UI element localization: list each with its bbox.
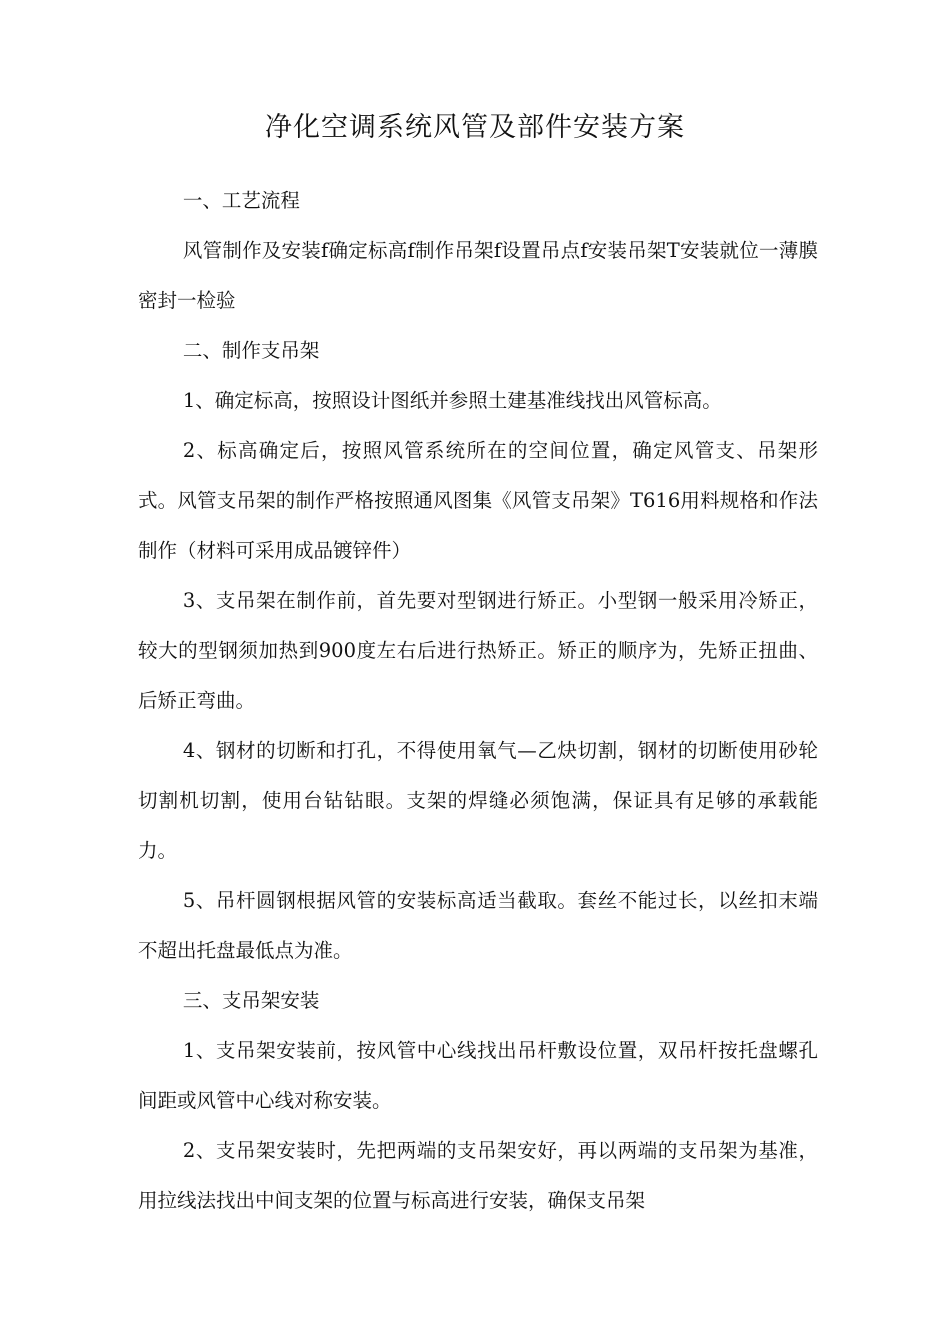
paragraph-install-2: 2、支吊架安装时，先把两端的支吊架安好，再以两端的支吊架为基准，用拉线法找出中间支架的位置与标高进行安装，确保支吊架 (138, 1139, 818, 1212)
section-heading-make-supports: 二、制作支吊架 (182, 339, 320, 362)
paragraph-item-5: 5、吊杆圆钢根据风管的安装标高适当截取。套丝不能过长，以丝扣末端不超出托盘最低点为准。 (138, 889, 818, 962)
document-title: 净化空调系统风管及部件安装方案 (265, 112, 685, 143)
section-heading-install-supports: 三、支吊架安装 (182, 989, 320, 1012)
paragraph-item-2: 2、标高确定后，按照风管系统所在的空间位置，确定风管支、吊架形式。风管支吊架的制作严格按照通风图集《风管支吊架》T616用料规格和作法制作（材料可采用成品镀锌件） (138, 439, 818, 562)
paragraph-item-1: 1、确定标高，按照设计图纸并参照土建基准线找出风管标高。 (182, 389, 722, 412)
paragraph-item-3: 3、支吊架在制作前，首先要对型钢进行矫正。小型钢一般采用冷矫正，较大的型钢须加热到900度左右后进行热矫正。矫正的顺序为，先矫正扭曲、后矫正弯曲。 (138, 589, 818, 712)
paragraph-install-1: 1、支吊架安装前，按风管中心线找出吊杆敷设位置，双吊杆按托盘螺孔间距或风管中心线对称安装。 (138, 1039, 818, 1112)
paragraph-process-flow: 风管制作及安装f确定标高f制作吊架f设置吊点f安装吊架T安装就位一薄膜密封一检验 (138, 239, 818, 312)
section-heading-process: 一、工艺流程 (182, 189, 300, 212)
document-body (138, 176, 818, 1226)
paragraph-item-4: 4、钢材的切断和打孔，不得使用氧气—乙炔切割，钢材的切断使用砂轮切割机切割，使用台钻钻眼。支架的焊缝必须饱满，保证具有足够的承载能力。 (138, 739, 818, 862)
